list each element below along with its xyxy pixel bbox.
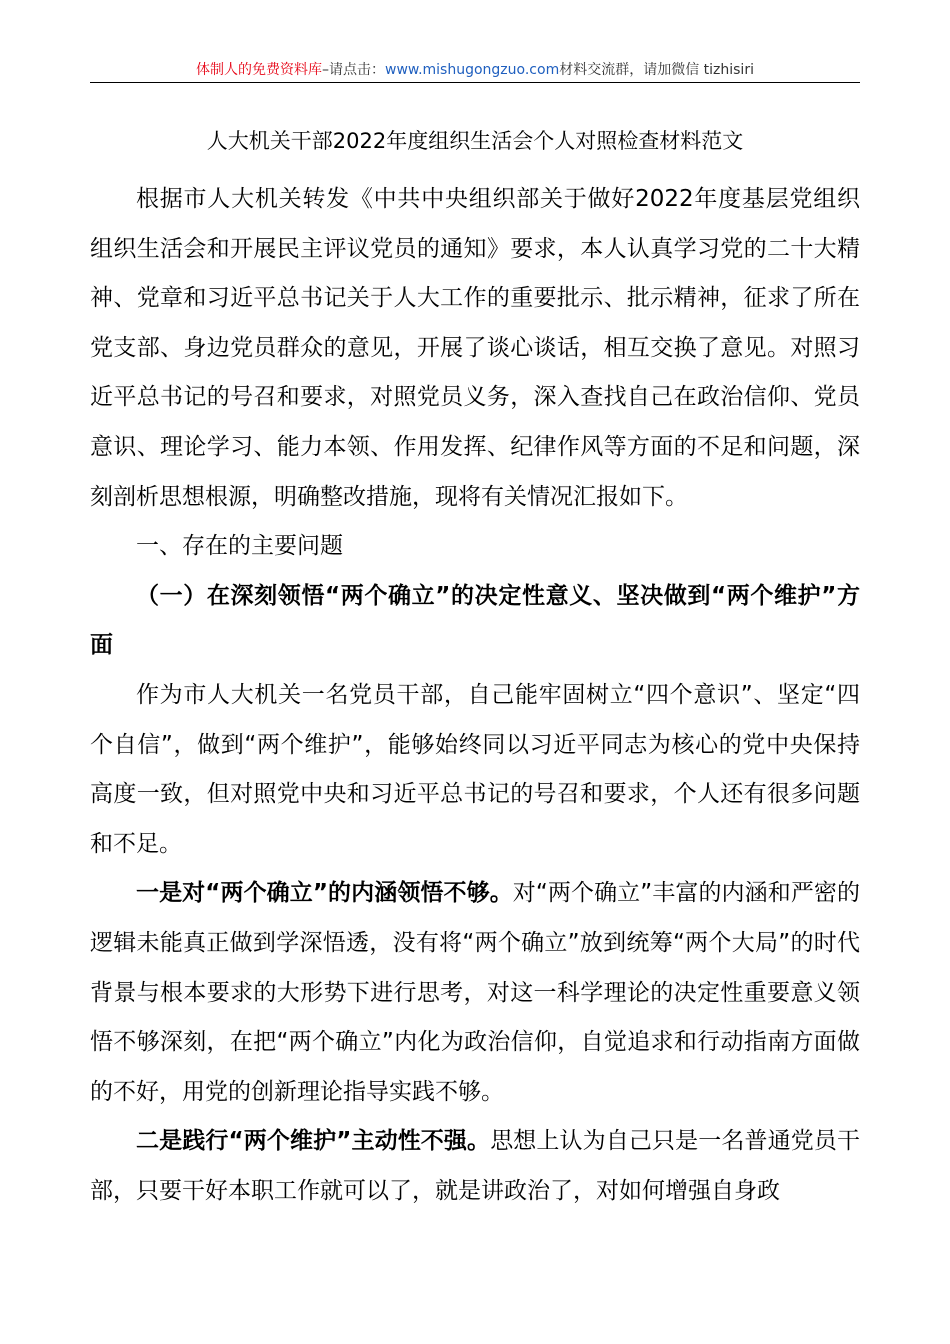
header-prompt: –请点击： <box>322 62 386 78</box>
point-two-lead: 二是践行“两个维护”主动性不强。 <box>136 1128 491 1155</box>
header-tail: 材料交流群，请加微信 tizhisiri <box>559 62 754 78</box>
document-body <box>90 175 860 1216</box>
point-two-text: 思想上认为自己只是一名普通党员干部，只要干好本职工作就可以了，就是讲政治了，对如何增强自身政 <box>90 1128 861 1204</box>
header-brand: 体制人的免费资料库 <box>196 62 323 78</box>
header-divider <box>90 82 860 83</box>
point-two-paragraph <box>90 1117 860 1216</box>
subsection-heading: （一）在深刻领悟“两个确立”的决定性意义、坚决做到“两个维护”方面 <box>90 582 860 659</box>
section-heading: 一、存在的主要问题 <box>136 533 343 560</box>
header-url-link[interactable]: www.mishugongzuo.com <box>385 62 560 78</box>
intro-paragraph: 根据市人大机关转发《中共中央组织部关于做好2022年度基层党组织组织生活会和开展民主评议党员的通知》要求，本人认真学习党的二十大精神、党章和习近平总书记关于人大工作的重要批示、批示精神，征求了所在党支部、身边党员群众的意见，开展了谈心谈话，相互交换了意见。对照习近平总书记的号召和要求，对照党员义务，深入查找自己在政治信仰、党员意识、理论学习、能力本领、作用发挥、纪律作风等方面的不足和问题，深刻剖析思想根源，明确整改措施，现将有关情况汇报如下。 <box>90 186 860 510</box>
subsection-intro-paragraph: 作为市人大机关一名党员干部，自己能牢固树立“四个意识”、坚定“四个自信”，做到“两个维护”，能够始终同以习近平同志为核心的党中央保持高度一致，但对照党中央和习近平总书记的号召和要求，个人还有很多问题和不足。 <box>90 681 860 857</box>
page-header <box>90 58 860 82</box>
point-one-text: 对“两个确立”丰富的内涵和严密的逻辑未能真正做到学深悟透，没有将“两个确立”放到统筹“两个大局”的时代背景与根本要求的大形势下进行思考，对这一科学理论的决定性重要意义领悟不够深刻，在把“两个确立”内化为政治信仰，自觉追求和行动指南方面做的不好，用党的创新理论指导实践不够。 <box>90 880 860 1105</box>
document-title: 人大机关干部2022年度组织生活会个人对照检查材料范文 <box>206 129 744 153</box>
point-one-paragraph <box>90 869 860 1117</box>
point-one-lead: 一是对“两个确立”的内涵领悟不够。 <box>136 880 513 907</box>
